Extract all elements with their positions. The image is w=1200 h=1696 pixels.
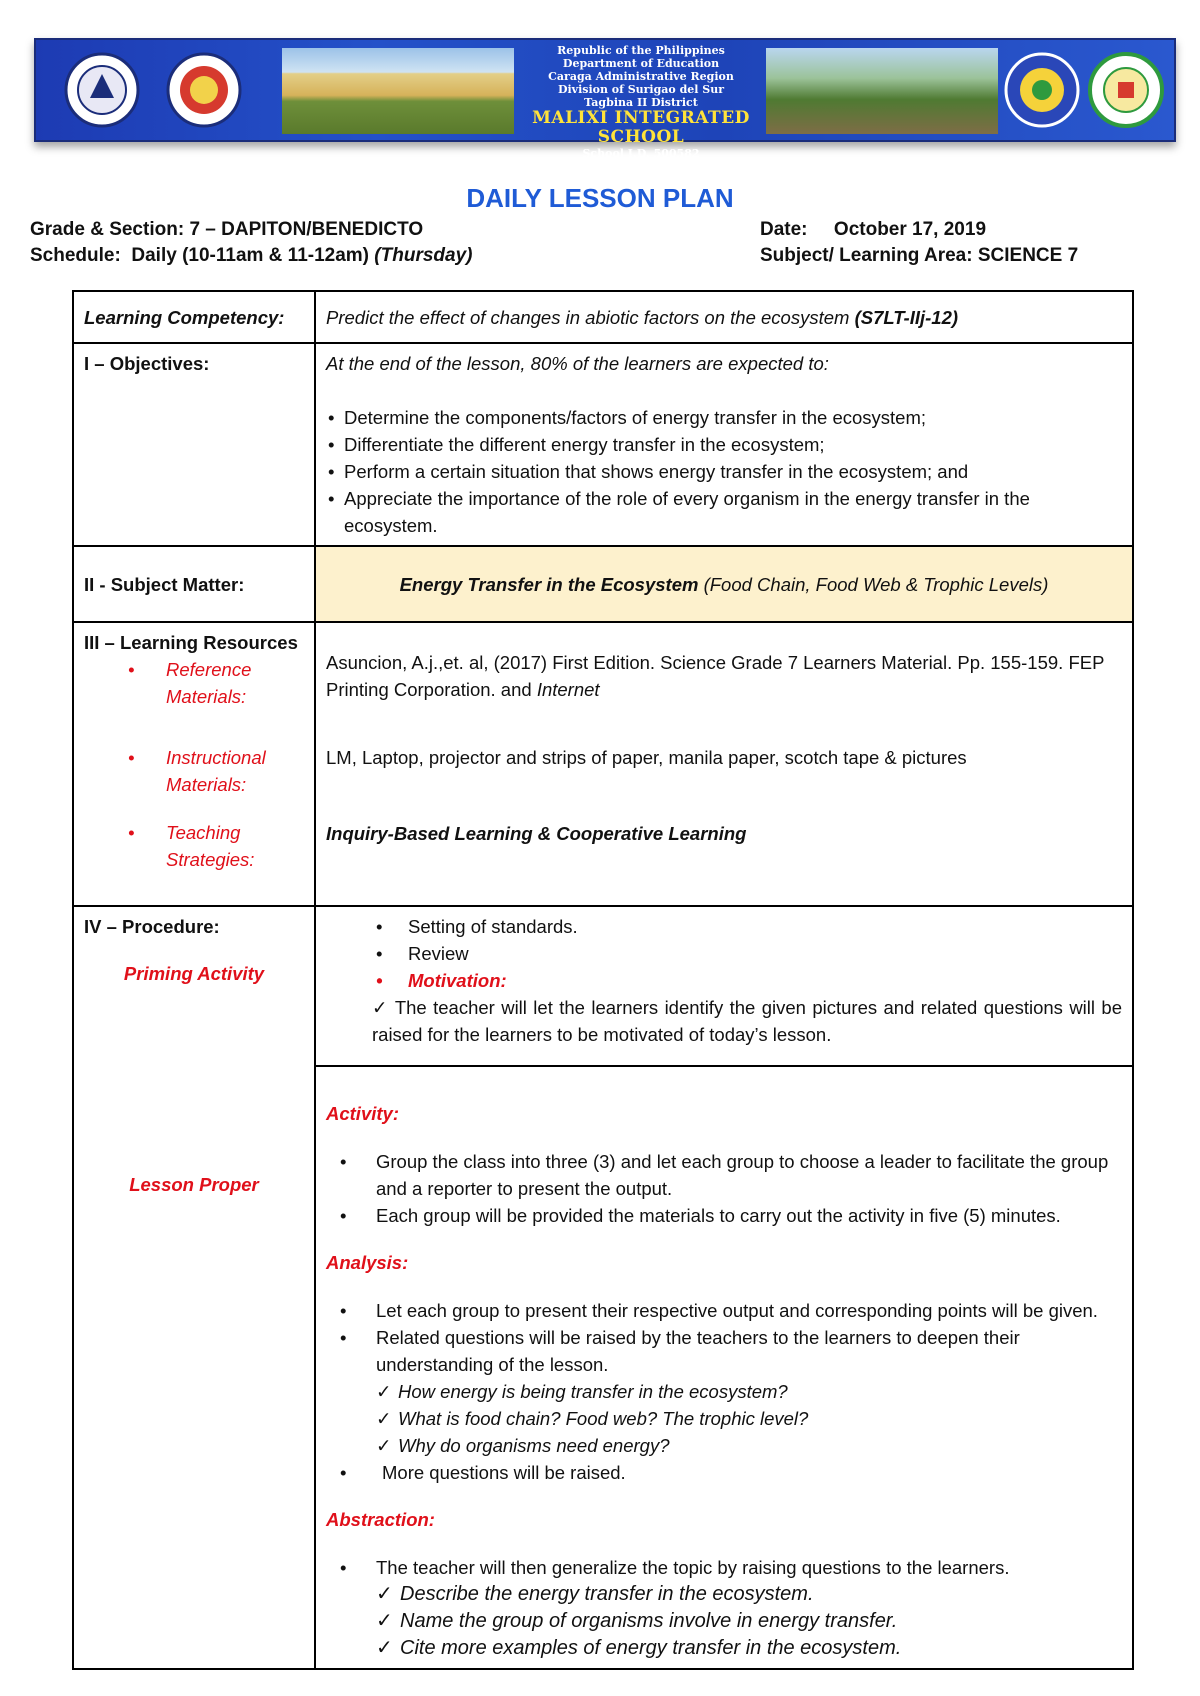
instructional-label: • Instructional Materials: [84,744,304,798]
division-seal-icon [166,52,242,128]
grade-value: 7 – DAPITON/BENEDICTO [189,219,424,240]
lesson-proper-label: Lesson Proper [129,1174,259,1195]
reference-label: • Reference Materials: [84,656,304,710]
schedule-day: (Thursday) [374,245,473,266]
priming-label: Priming Activity [123,963,265,984]
reference-text: Asuncion, A.j.,et. al, (2017) First Edition. Science Grade 7 Learners Material. Pp. 155-159. FEP Printing Corporation. and [326,652,1105,700]
activity-label: Activity: [326,1103,399,1124]
question-item: ✓ Name the group of organisms involve in energy transfer. [326,1608,1122,1635]
date [760,219,986,241]
date-value: October 17, 2019 [833,219,987,240]
strategies-label: • Teaching Strategies: [84,819,304,873]
resources-cell [315,622,1133,906]
lesson-proper-cell [315,1066,1133,1669]
analysis-list [326,1297,1122,1486]
subject-matter-row [73,546,1133,622]
date-label: Date: [760,219,808,240]
competency-text-cell [315,291,1133,343]
district-text: Tagbina II District [584,96,698,109]
subject-value: SCIENCE 7 [977,245,1079,266]
grade-label: Grade & Section: [30,219,185,240]
motivation-label: • Motivation: [326,967,1122,994]
question-item: ✓ What is food chain? Food web? The trophic level? [326,1405,1122,1432]
motivation-text: The teacher will let the learners identify the given pictures and related questions will be raised for the learners to be motivated of today’s lesson. [372,997,1122,1045]
abstraction-list [326,1554,1122,1662]
question-item: ✓ Cite more examples of energy transfer in the ecosystem. [326,1635,1122,1662]
resources-label: III – Learning Resources [84,632,298,653]
schedule-value: Daily (10-11am & 11-12am) [131,245,370,266]
district-seal-icon [1004,52,1080,128]
list-item: • Let each group to present their respective output and corresponding points will be given. [326,1297,1122,1324]
procedure-label: IV – Procedure: [84,916,220,937]
school-banner [34,38,1176,160]
instructional-text: LM, Laptop, projector and strips of paper, manila paper, scotch tape & pictures [326,747,967,768]
competency-label: Learning Competency: [84,306,285,328]
strategies-text: Inquiry-Based Learning & Cooperative Learning [326,823,747,844]
objectives-intro: At the end of the lesson, 80% of the learners are expected to: [326,353,829,374]
competency-text: Predict the effect of changes in abiotic factors on the ecosystem [326,306,850,328]
analysis-label: Analysis: [326,1252,409,1273]
list-item: • The teacher will then generalize the topic by raising questions to the learners. [326,1554,1122,1581]
abstraction-label: Abstraction: [326,1509,435,1530]
list-item: • Group the class into three (3) and let each group to choose a leader to facilitate the group and a reporter to present the output. [326,1148,1122,1202]
reference-text-block [326,649,1122,703]
region-text: Caraga Administrative Region [548,70,734,83]
list-item: • Related questions will be raised by the teachers to the learners to deepen their understanding of the lesson. [326,1324,1122,1378]
subject-subtopic: (Food Chain, Food Web & Trophic Levels) [703,573,1049,595]
subject-matter-label: II - Subject Matter: [84,573,245,595]
objectives-label: I – Objectives: [84,353,210,374]
objectives-list [326,404,1122,539]
competency-row [73,291,1133,343]
list-item: • Appreciate the importance of the role of every organism in the energy transfer in the ecosystem. [326,485,1122,539]
division-text: Division of Surigao del Sur [557,83,725,96]
question-item: ✓ Describe the energy transfer in the ecosystem. [326,1581,1122,1608]
lesson-plan-table [72,290,1134,1670]
schedule-label: Schedule: [30,245,121,266]
department-text: Department of Education [562,57,720,70]
list-item: • Differentiate the different energy transfer in the ecosystem; [326,431,1122,458]
priming-list [326,913,1122,994]
competency-label-cell [73,291,315,343]
priming-row [73,906,1133,1066]
subject-area [760,245,1078,267]
resources-label-cell [73,622,315,906]
activity-list [326,1148,1122,1229]
list-item: • Determine the components/factors of energy transfer in the ecosystem; [326,404,1122,431]
motivation-text-block [326,994,1122,1048]
list-item: • Each group will be provided the materials to carry out the activity in five (5) minutes. [326,1202,1122,1229]
deped-seal-icon [64,52,140,128]
subject-label: Subject/ Learning Area: [760,245,973,266]
subject-matter-cell [315,546,1133,622]
school-name: MALIXI INTEGRATED SCHOOL [532,108,750,147]
objectives-row [73,343,1133,546]
list-item: • Review [326,940,1122,967]
banner-heading [506,44,776,160]
list-item: • More questions will be raised. [326,1459,1122,1486]
grade-section [30,219,423,241]
subject-matter-label-cell [73,546,315,622]
school-id: School I.D. 500582 [582,147,700,160]
subject-topic: Energy Transfer in the Ecosystem [399,573,699,595]
list-item: • Perform a certain situation that shows energy transfer in the ecosystem; and [326,458,1122,485]
priming-cell [315,906,1133,1066]
objectives-label-cell [73,343,315,546]
check-icon: ✓ [372,997,389,1018]
reference-internet: Internet [536,679,600,700]
republic-text: Republic of the Philippines [557,44,725,57]
procedure-label-cell [73,906,315,1669]
objectives-cell [315,343,1133,546]
question-item: ✓ Why do organisms need energy? [326,1432,1122,1459]
question-item: ✓ How energy is being transfer in the ecosystem? [326,1378,1122,1405]
page-title: DAILY LESSON PLAN [466,183,734,213]
schedule [30,245,472,267]
competency-code: (S7LT-IIj-12) [854,306,959,328]
school-grounds-photo [766,48,998,134]
resources-row [73,622,1133,906]
school-building-photo [282,48,514,134]
school-seal-icon [1088,52,1164,128]
list-item: • Setting of standards. [326,913,1122,940]
